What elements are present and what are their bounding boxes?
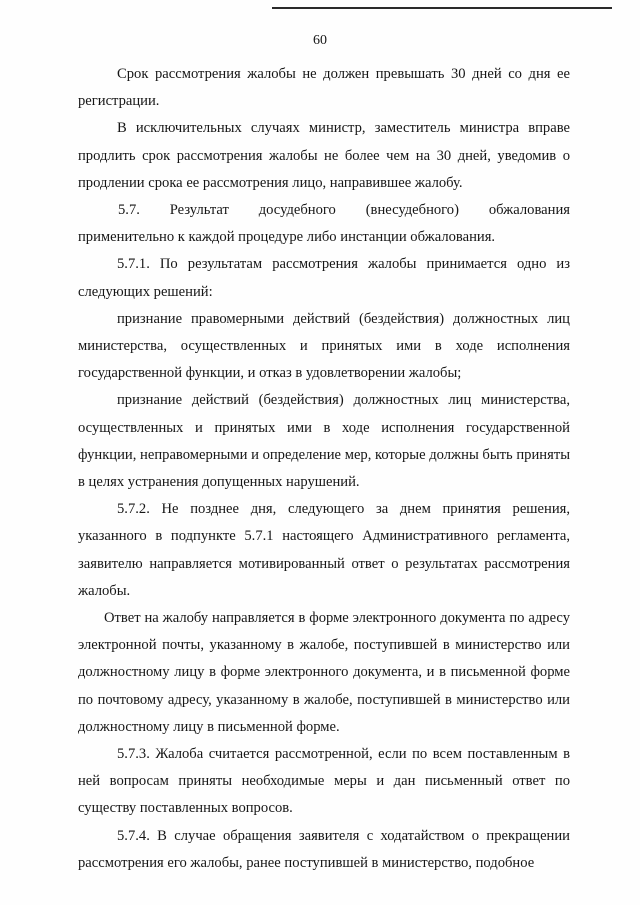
paragraph-5-7-3: 5.7.3. Жалоба считается рассмотренной, если по всем поставленным в ней вопросам приняты необходимые меры и дан письменный ответ по существу поставленных вопросов. — [78, 746, 570, 817]
paragraph-extension: В исключительных случаях министр, заместитель министра вправе продлить срок рассмотрения жалобы не более чем на 30 дней, уведомив о продлении срока ее рассмотрения лицо, направившее жалобу. — [78, 120, 570, 191]
page-number: 60 — [313, 33, 327, 48]
paragraph-review-term: Срок рассмотрения жалобы не должен превышать 30 дней со дня ее регистрации. — [78, 66, 570, 110]
section-5-7-word-2: досудебного — [258, 202, 336, 219]
top-rule — [272, 7, 612, 9]
paragraph-decision-unlawful: признание действий (бездействия) должностных лиц министерства, осуществленных и принятых ими в ходе исполнения государственной функции, неправомерными и определение мер, которые должны быть приняты в целях устранения допущенных нарушений. — [78, 392, 570, 491]
section-5-7-word-4: обжалования — [488, 202, 570, 219]
paragraph-answer-form: Ответ на жалобу направляется в форме электронного документа по адресу электронной почты, указанному в жалобе, поступившей в министерство или должностному лицу в форме электронного документа, и в письменной форме по почтовому адресу, указанному в жалобе, поступившей в министерство или должностному лицу в письменной форме. — [78, 610, 570, 735]
body-text — [78, 61, 570, 877]
section-5-7-word-3: (внесудебного) — [365, 202, 459, 219]
paragraph-decision-lawful: признание правомерными действий (бездействия) должностных лиц министерства, осуществленных и принятых ими в ходе исполнения государственной функции, и отказ в удовлетворении жалобы; — [78, 310, 570, 382]
paragraph-5-7-4: 5.7.4. В случае обращения заявителя с ходатайством о прекращении рассмотрения его жалобы, ранее поступившей в министерство, подобное — [78, 827, 570, 871]
section-5-7-heading — [78, 197, 570, 251]
section-5-7-continuation: применительно к каждой процедуре либо инстанции обжалования. — [78, 229, 496, 246]
paragraph-5-7-2: 5.7.2. Не позднее дня, следующего за днем принятия решения, указанного в подпункте 5.7.1 настоящего Административного регламента, заявителю направляется мотивированный ответ о результатах рассмотрения жалобы. — [78, 501, 570, 599]
paragraph-5-7-1: 5.7.1. По результатам рассмотрения жалобы принимается одно из следующих решений: — [78, 256, 570, 300]
section-5-7-number: 5.7. — [118, 202, 140, 219]
section-5-7-word-1: Результат — [169, 202, 229, 219]
section-5-7-heading-line — [78, 197, 570, 224]
